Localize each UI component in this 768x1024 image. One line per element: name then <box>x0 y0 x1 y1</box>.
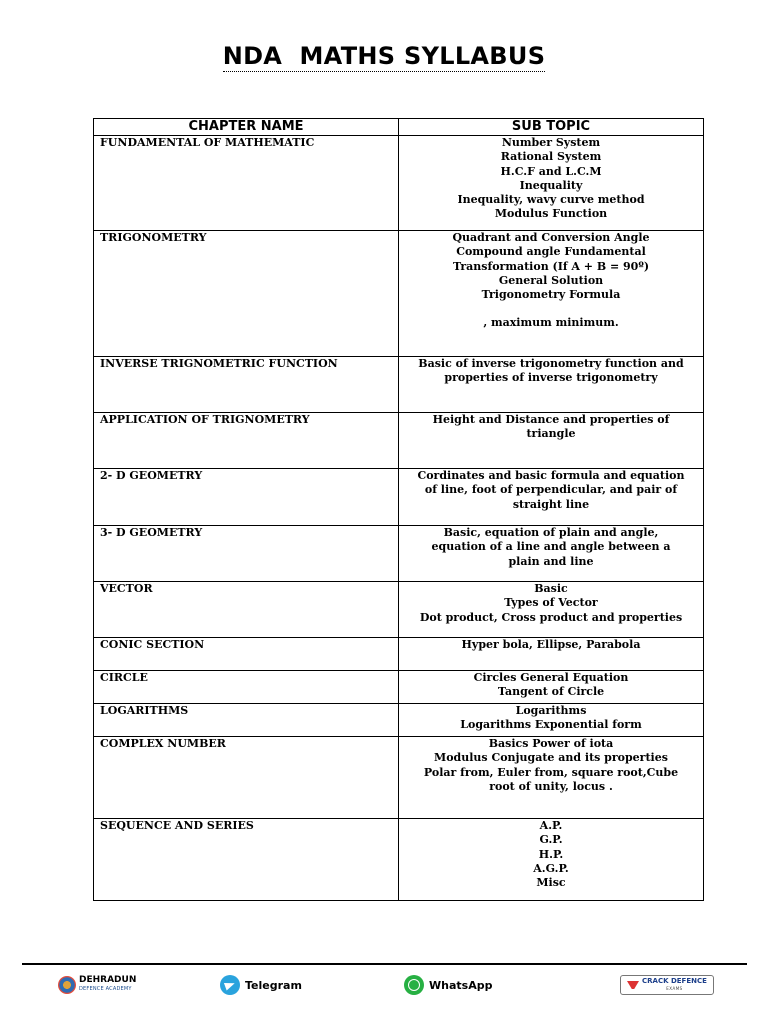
sub-topic-cell <box>399 357 704 413</box>
chapter-name-cell: TRIGONOMETRY <box>94 231 399 357</box>
sub-topic-cell <box>399 231 704 357</box>
academy-sub: DEFENCE ACADEMY <box>79 986 132 992</box>
telegram-link[interactable] <box>220 972 302 998</box>
sub-topic-line: Basic <box>534 582 568 595</box>
sub-topic-line: triangle <box>526 427 576 441</box>
sub-topic-line: Logarithms <box>515 704 587 717</box>
sub-topic-line: plain and line <box>508 554 594 568</box>
sub-topic-line: equation of a line and angle between a <box>431 540 671 554</box>
sub-topic-line: Modulus Function <box>494 207 608 221</box>
sub-topic-line: A.P. <box>539 819 563 832</box>
table-row <box>94 671 704 704</box>
crack-defence-brand[interactable] <box>620 972 714 998</box>
chapter-name-cell: 2- D GEOMETRY <box>94 469 399 526</box>
sub-topic-cell <box>399 582 704 638</box>
column-header-subtopic: SUB TOPIC <box>399 119 704 136</box>
table-row <box>94 231 704 357</box>
sub-topic-line: A.G.P. <box>533 861 569 875</box>
whatsapp-link[interactable] <box>404 972 492 998</box>
sub-topic-line: G.P. <box>539 833 563 847</box>
footer-divider <box>22 963 747 965</box>
sub-topic-cell <box>399 638 704 671</box>
sub-topic-line: properties of inverse trigonometry <box>444 371 658 385</box>
column-header-chapter: CHAPTER NAME <box>94 119 399 136</box>
chapter-name-cell: LOGARITHMS <box>94 704 399 737</box>
sub-topic-line: H.P. <box>538 847 564 861</box>
syllabus-table <box>93 118 704 901</box>
sub-topic-line: Inequality, wavy curve method <box>457 193 645 207</box>
sub-topic-cell <box>399 819 704 901</box>
sub-topic-line: , maximum minimum. <box>483 316 619 330</box>
sub-topic-line: Tangent of Circle <box>497 685 605 699</box>
sub-topic-line: Modulus Conjugate and its properties <box>434 751 668 765</box>
brand-sub: EXAMS <box>666 986 683 991</box>
table-header-row <box>94 119 704 136</box>
sub-topic-line: Circles General Equation <box>473 671 629 684</box>
chapter-name-cell: VECTOR <box>94 582 399 638</box>
table-row <box>94 638 704 671</box>
sub-topic-line: Types of Vector <box>504 596 598 610</box>
sub-topic-cell <box>399 671 704 704</box>
academy-name: DEHRADUN <box>79 975 137 985</box>
sub-topic-line: H.C.F and L.C.M <box>500 164 602 178</box>
sub-topic-line: Logarithms Exponential form <box>460 718 642 732</box>
table-row <box>94 526 704 582</box>
table-row <box>94 737 704 819</box>
table-row <box>94 357 704 413</box>
brand-name: CRACK DEFENCE <box>642 977 707 985</box>
page-title-wrap <box>0 42 768 70</box>
whatsapp-icon <box>404 975 424 995</box>
telegram-label: Telegram <box>245 978 302 992</box>
table-row <box>94 704 704 737</box>
sub-topic-line: Misc <box>536 876 566 890</box>
table-row <box>94 582 704 638</box>
sub-topic-line: Inequality <box>519 178 583 192</box>
sub-topic-line: Basic of inverse trigonometry function and <box>418 357 684 370</box>
sub-topic-line: General Solution <box>498 273 604 287</box>
table-row <box>94 819 704 901</box>
sub-topic-cell <box>399 413 704 469</box>
chapter-name-cell: FUNDAMENTAL OF MATHEMATIC <box>94 136 399 231</box>
whatsapp-label: WhatsApp <box>429 978 493 992</box>
sub-topic-cell <box>399 704 704 737</box>
sub-topic-line: root of unity, locus . <box>489 779 613 793</box>
footer <box>0 970 768 1000</box>
sub-topic-line: Polar from, Euler from, square root,Cube <box>423 765 679 779</box>
sub-topic-line: Compound angle Fundamental <box>456 245 646 259</box>
sub-topic-spacer <box>403 302 699 316</box>
chapter-name-cell: CIRCLE <box>94 671 399 704</box>
sub-topic-line: straight line <box>512 497 590 511</box>
table-row <box>94 469 704 526</box>
page-title: NDA MATHS SYLLABUS <box>222 42 546 70</box>
sub-topic-line: Hyper bola, Ellipse, Parabola <box>461 638 641 651</box>
sub-topic-line: Transformation (If A + B = 90º) <box>452 259 650 273</box>
table-row <box>94 136 704 231</box>
sub-topic-line: Quadrant and Conversion Angle <box>452 231 650 244</box>
sub-topic-line: Cordinates and basic formula and equation <box>417 469 685 482</box>
sub-topic-line: Basics Power of iota <box>488 737 614 750</box>
chapter-name-cell: APPLICATION OF TRIGNOMETRY <box>94 413 399 469</box>
chapter-name-cell: CONIC SECTION <box>94 638 399 671</box>
sub-topic-cell <box>399 136 704 231</box>
chapter-name-cell: INVERSE TRIGNOMETRIC FUNCTION <box>94 357 399 413</box>
chapter-name-cell: SEQUENCE AND SERIES <box>94 819 399 901</box>
sub-topic-cell <box>399 526 704 582</box>
academy-brand[interactable] <box>58 972 136 998</box>
crack-defence-logo-icon <box>627 981 639 989</box>
sub-topic-cell <box>399 469 704 526</box>
chapter-name-cell: COMPLEX NUMBER <box>94 737 399 819</box>
sub-topic-line: Basic, equation of plain and angle, <box>443 526 659 539</box>
chapter-name-cell: 3- D GEOMETRY <box>94 526 399 582</box>
sub-topic-line: Trigonometry Formula <box>481 288 621 302</box>
sub-topic-line: Rational System <box>500 150 602 164</box>
sub-topic-line: Height and Distance and properties of <box>432 413 670 426</box>
telegram-icon <box>220 975 240 995</box>
academy-logo-icon <box>58 976 76 994</box>
sub-topic-cell <box>399 737 704 819</box>
sub-topic-line: Number System <box>501 136 601 149</box>
sub-topic-line: of line, foot of perpendicular, and pair of <box>424 483 678 497</box>
table-row <box>94 413 704 469</box>
sub-topic-line: Dot product, Cross product and properties <box>419 610 683 624</box>
